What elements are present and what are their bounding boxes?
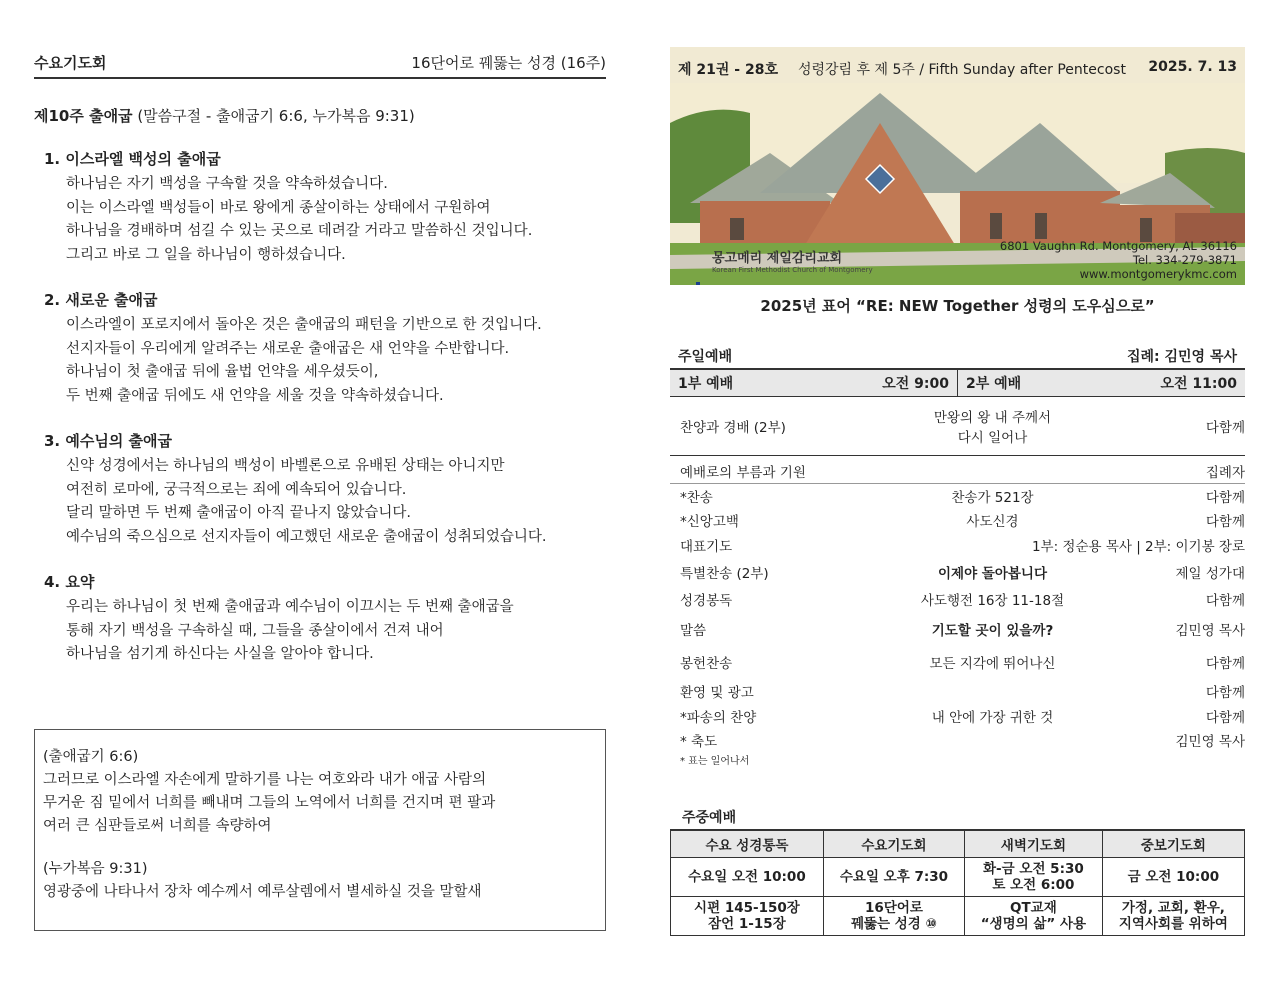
annual-motto: 2025년 표어 “RE: NEW Together 성령의 도우심으로” xyxy=(760,297,1155,315)
service-2-time: 오전 11:00 xyxy=(1160,376,1237,392)
worship-heading xyxy=(670,346,1245,366)
section-line: 하나님이 첫 출애굽 뒤에 율법 언약을 세우셨듯이, xyxy=(66,364,379,380)
order-leader: 1부: 정순용 목사 | 2부: 이기봉 장로 xyxy=(1031,539,1245,555)
table-cell: 수요일 오후 7:30 xyxy=(823,858,964,897)
scripture-ref: (출애굽기 6:6) xyxy=(43,749,139,765)
order-leader: 집례자 xyxy=(1205,465,1245,481)
lesson-title-passages: (말씀구절 - 출애굽기 6:6, 누가복음 9:31) xyxy=(132,107,415,125)
section-line: 여전히 로마에, 궁극적으로는 죄에 예속되어 있습니다. xyxy=(66,481,407,498)
order-leader: 다함께 xyxy=(1205,710,1245,726)
section-line: 예수님의 죽으심으로 선지자들이 예고했던 새로운 출애굽이 성취되었습니다. xyxy=(66,528,547,545)
service-1 xyxy=(670,370,958,396)
cross-flame-icon xyxy=(682,243,712,277)
order-item: 말씀 xyxy=(680,623,707,639)
order-leader: 다함께 xyxy=(1205,685,1245,701)
section-title: 3. 예수님의 출애굽 xyxy=(44,432,173,450)
address-phone: Tel. 334-279-3871 xyxy=(1132,253,1237,267)
section-1 xyxy=(34,148,606,267)
liturgical-season: 성령강림 후 제 5주 / Fifth Sunday after Pentecost xyxy=(797,62,1126,78)
section-title: 1. 이스라엘 백성의 출애굽 xyxy=(44,150,221,168)
section-3 xyxy=(34,430,606,549)
order-leader: 다함께 xyxy=(1205,420,1245,436)
order-item: 성경봉독 xyxy=(680,593,733,609)
table-cell: 가정, 교회, 환우, 지역사회를 위하여 xyxy=(1102,897,1244,936)
order-content: 사도행전 16장 11-18절 xyxy=(920,593,1065,609)
section-line: 그리고 바로 그 일을 하나님이 행하셨습니다. xyxy=(66,246,346,263)
order-item: 특별찬송 (2부) xyxy=(680,566,769,582)
table-header: 수요 성경통독 xyxy=(671,830,824,858)
order-content: 이제야 돌아봅니다 xyxy=(937,566,1048,582)
order-leader: 다함께 xyxy=(1205,593,1245,609)
order-content: 찬송가 521장 xyxy=(951,490,1034,506)
order-leader: 다함께 xyxy=(1205,656,1245,672)
service-times-bar xyxy=(670,368,1245,397)
section-line: 하나님은 자기 백성을 구속할 것을 약속하셨습니다. xyxy=(66,176,388,192)
order-row xyxy=(670,397,1245,456)
church-address xyxy=(1000,239,1237,281)
section-line: 신약 성경에서는 하나님의 백성이 바벨론으로 유배된 상태는 아니지만 xyxy=(66,458,505,474)
scripture-gap xyxy=(43,838,597,858)
order-item: 환영 및 광고 xyxy=(680,685,754,701)
table-cell: 수요일 오전 10:00 xyxy=(671,858,824,897)
table-cell: QT교재 “생명의 삶” 사용 xyxy=(965,897,1103,936)
section-line: 달리 말하면 두 번째 출애굽이 아직 끝나지 않았습니다. xyxy=(66,505,412,521)
address-website[interactable]: www.montgomerykmc.com xyxy=(1079,267,1237,281)
section-line: 우리는 하나님이 첫 번째 출애굽과 예수님이 이끄시는 두 번째 출애굽을 xyxy=(66,599,514,615)
order-content: 내 안에 가장 귀한 것 xyxy=(931,710,1054,726)
church-name-ko: 몽고메리 제일감리교회 xyxy=(712,250,843,266)
order-item: *신앙고백 xyxy=(680,514,739,530)
order-item: *파송의 찬양 xyxy=(680,710,757,726)
church-logo xyxy=(682,243,873,277)
order-row xyxy=(670,459,1245,484)
table-cell: 16단어로 꿰뚫는 성경 ⑩ xyxy=(823,897,964,936)
order-item: 찬양과 경배 (2부) xyxy=(680,420,786,436)
order-leader: 제일 성가대 xyxy=(1175,566,1245,582)
header-series: 16단어로 꿰뚫는 성경 (16주) xyxy=(411,54,606,72)
order-row xyxy=(670,704,1245,728)
lesson-title xyxy=(34,105,606,126)
table-cell: 금 오전 10:00 xyxy=(1102,858,1244,897)
section-line: 통해 자기 백성을 구속하실 때, 그들을 종살이에서 건져 내어 xyxy=(66,622,444,639)
order-leader: 다함께 xyxy=(1205,490,1245,506)
bulletin-banner xyxy=(670,47,1245,285)
order-of-worship xyxy=(670,397,1245,767)
scripture-line: 무거운 짐 밑에서 너희를 빼내며 그들의 노역에서 너희를 건지며 편 팔과 xyxy=(43,795,496,811)
table-row xyxy=(671,897,1245,936)
section-line: 하나님을 섬기게 하신다는 사실을 알아야 합니다. xyxy=(66,646,374,662)
scripture-ref: (누가복음 9:31) xyxy=(43,861,148,877)
bulletin-date: 2025. 7. 13 xyxy=(1148,59,1237,75)
scripture-line: 여러 큰 심판들로써 너희를 속량하여 xyxy=(43,818,272,834)
church-name-en: Korean First Methodist Church of Montgomery xyxy=(712,265,873,274)
right-page xyxy=(670,47,1245,936)
service-2 xyxy=(958,370,1245,396)
table-header: 중보기도회 xyxy=(1102,830,1244,858)
section-title: 4. 요약 xyxy=(44,573,95,591)
table-header: 새벽기도회 xyxy=(965,830,1103,858)
order-content: 기도할 곳이 있을까? xyxy=(931,623,1054,639)
service-1-time: 오전 9:00 xyxy=(882,376,949,392)
section-4 xyxy=(34,571,606,667)
order-leader: 김민영 목사 xyxy=(1175,623,1245,639)
order-content: 모든 지각에 뛰어나신 xyxy=(929,656,1056,672)
service-1-label: 1부 예배 xyxy=(678,376,734,392)
section-line: 두 번째 출애굽 뒤에도 새 언약을 세울 것을 약속하셨습니다. xyxy=(66,387,444,404)
scripture-line: 그러므로 이스라엘 자손에게 말하기를 나는 여호와라 내가 애굽 사람의 xyxy=(43,772,487,788)
table-header: 수요기도회 xyxy=(823,830,964,858)
order-item: 대표기도 xyxy=(680,539,733,555)
lesson-title-bold: 제10주 출애굽 xyxy=(34,107,133,125)
table-header-row xyxy=(671,830,1245,858)
order-row xyxy=(670,558,1245,586)
section-title: 2. 새로운 출애굽 xyxy=(44,291,158,309)
order-row xyxy=(670,508,1245,532)
order-footnote: * 표는 일어나서 xyxy=(680,756,750,767)
order-row xyxy=(670,678,1245,704)
order-content: 사도신경 xyxy=(966,514,1019,530)
order-item: 예배로의 부름과 기원 xyxy=(680,465,806,481)
table-cell: 시편 145-150장 잠언 1-15장 xyxy=(671,897,824,936)
left-header xyxy=(34,52,606,79)
service-2-label: 2부 예배 xyxy=(966,376,1022,392)
order-row xyxy=(670,484,1245,508)
scripture-box xyxy=(34,729,606,931)
table-cell: 화-금 오전 5:30 토 오전 6:00 xyxy=(965,858,1103,897)
banner-topline xyxy=(678,59,1237,79)
order-row xyxy=(670,646,1245,678)
section-line: 선지자들이 우리에게 알려주는 새로운 출애굽은 새 언약을 수반합니다. xyxy=(66,340,510,357)
section-line: 하나님을 경배하며 섬길 수 있는 곳으로 데려갈 거라고 말씀하신 것입니다. xyxy=(66,223,533,239)
address-street: 6801 Vaughn Rd. Montgomery, AL 36116 xyxy=(999,239,1237,253)
header-title: 수요기도회 xyxy=(34,54,107,72)
weekly-schedule-table xyxy=(670,829,1245,936)
order-content: 만왕의 왕 내 주께서 다시 일어나 xyxy=(933,410,1052,446)
worship-title: 주일예배 xyxy=(678,349,733,365)
section-line: 이스라엘이 포로지에서 돌아온 것은 출애굽의 패턴을 기반으로 한 것입니다. xyxy=(66,317,542,333)
order-leader: 김민영 목사 xyxy=(1175,734,1245,750)
left-page xyxy=(34,52,606,667)
section-line: 이는 이스라엘 백성들이 바로 왕에게 종살이하는 상태에서 구원하여 xyxy=(66,199,491,216)
officiant: 집례: 김민영 목사 xyxy=(1126,349,1237,365)
weekly-title: 주중예배 xyxy=(682,810,737,826)
table-row xyxy=(671,858,1245,897)
volume-number: 제 21권 - 28호 xyxy=(678,62,778,78)
scripture-line: 영광중에 나타나서 장차 예수께서 예루살렘에서 별세하실 것을 말할새 xyxy=(43,884,482,900)
order-item: 봉헌찬송 xyxy=(680,656,733,672)
order-leader: 다함께 xyxy=(1205,514,1245,530)
order-item: * 축도 xyxy=(680,734,718,750)
order-row xyxy=(670,728,1245,752)
order-item: *찬송 xyxy=(680,490,713,506)
section-2 xyxy=(34,289,606,408)
order-row xyxy=(670,612,1245,646)
order-row xyxy=(670,532,1245,558)
order-row xyxy=(670,586,1245,612)
